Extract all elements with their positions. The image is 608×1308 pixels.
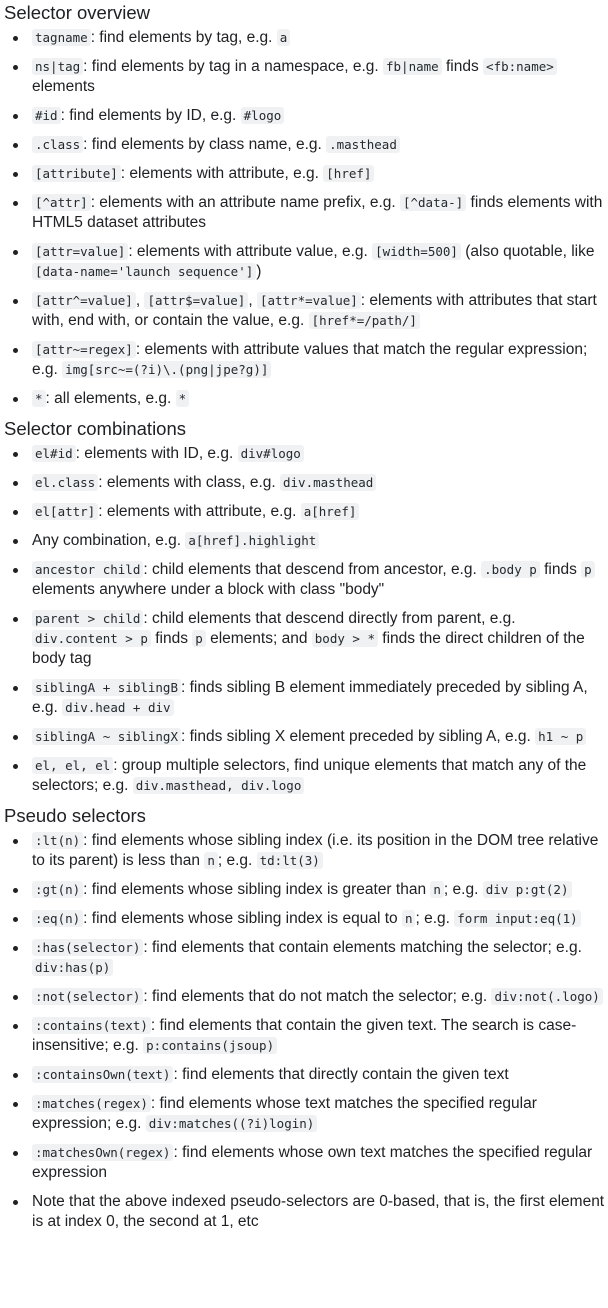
description-text: ; e.g. [415, 910, 455, 927]
code-snippet: el, el, el [32, 757, 113, 774]
list-item [32, 678, 606, 718]
code-snippet: :matchesOwn(regex) [32, 1144, 173, 1161]
code-snippet: div.head + div [62, 699, 173, 716]
code-snippet: [attr^=value] [32, 292, 136, 309]
code-snippet: [attr*=value] [257, 292, 361, 309]
description-text: ) [256, 263, 262, 280]
code-snippet: [data-name='launch sequence'] [32, 263, 256, 280]
list-item [32, 164, 606, 184]
description-text: : find elements whose sibling index is equal to [83, 910, 402, 927]
list-item [32, 756, 606, 796]
list-item [32, 502, 606, 522]
code-snippet: ancestor child [32, 561, 143, 578]
list-item [32, 1016, 606, 1056]
list-item [32, 1143, 606, 1183]
description-text: : find elements whose text matches the specified regular expression; e.g. [32, 1095, 537, 1132]
section-title-selector-combinations: Selector combinations [4, 418, 187, 439]
code-snippet: <fb:name> [483, 58, 557, 75]
code-snippet: [^data-] [400, 194, 466, 211]
code-snippet: a[href] [301, 503, 360, 520]
code-snippet: [attr~=regex] [32, 341, 136, 358]
description-text: : child elements that descend from ancestor, e.g. [143, 561, 482, 578]
description-text: (also quotable, like [460, 243, 595, 260]
description-text: : find elements that contain elements matching the selector; e.g. [143, 939, 582, 956]
list-item [32, 193, 606, 233]
description-text: finds [441, 58, 484, 75]
description-text: : find elements by ID, e.g. [60, 107, 241, 124]
code-snippet: :matches(regex) [32, 1095, 151, 1112]
list-item [32, 531, 606, 551]
code-snippet: p [192, 630, 206, 647]
code-snippet: body > * [312, 630, 378, 647]
code-snippet: div:matches((?i)login) [146, 1115, 318, 1132]
code-snippet: :lt(n) [32, 832, 83, 849]
list-item [32, 609, 606, 669]
description-text: finds elements with HTML5 dataset attributes [32, 194, 603, 231]
list-item [32, 57, 606, 97]
code-snippet: [attr$=value] [144, 292, 248, 309]
code-snippet: :eq(n) [32, 910, 83, 927]
description-text: : find elements by class name, e.g. [83, 136, 327, 153]
description-text: : find elements whose sibling index is greater than [83, 881, 431, 898]
description-text: ; e.g. [217, 852, 257, 869]
code-snippet: :gt(n) [32, 881, 83, 898]
description-text: elements [32, 78, 95, 95]
list-item [32, 1094, 606, 1134]
description-text: : finds sibling B element immediately preceded by sibling A, e.g. [32, 679, 588, 716]
code-snippet: div#logo [238, 445, 304, 462]
code-snippet: h1 ~ p [535, 728, 586, 745]
selector-overview-list [4, 28, 606, 409]
list-item [32, 1065, 606, 1085]
code-snippet: .body p [481, 561, 540, 578]
description-text: finds [539, 561, 582, 578]
list-item [32, 242, 606, 282]
code-snippet: [attr=value] [32, 243, 128, 260]
list-item [32, 444, 606, 464]
code-snippet: ns|tag [32, 58, 83, 75]
description-text: : elements with attribute, e.g. [120, 165, 324, 182]
code-snippet: el#id [32, 445, 76, 462]
section-title-selector-overview: Selector overview [4, 2, 151, 23]
description-text: : find elements that do not match the selector; e.g. [143, 988, 492, 1005]
code-snippet: siblingA + siblingB [32, 679, 181, 696]
code-snippet: form input:eq(1) [454, 910, 580, 927]
code-snippet: * [32, 390, 46, 407]
code-snippet: :contains(text) [32, 1017, 151, 1034]
code-snippet: parent > child [32, 610, 143, 627]
list-item [32, 727, 606, 747]
description-text: , [248, 292, 257, 309]
code-snippet: [attribute] [32, 165, 121, 182]
code-snippet: div.content > p [32, 630, 151, 647]
list-item [32, 291, 606, 331]
code-snippet: n [402, 910, 416, 927]
code-snippet: :has(selector) [32, 939, 143, 956]
description-text: : all elements, e.g. [45, 390, 176, 407]
description-text: Any combination, e.g. [32, 532, 186, 549]
code-snippet: p [581, 561, 595, 578]
list-item [32, 340, 606, 380]
code-snippet: img[src~=(?i)\.(png|jpe?g)] [62, 361, 271, 378]
code-snippet: tagname [32, 29, 91, 46]
code-snippet: div p:gt(2) [483, 881, 572, 898]
list-item [32, 473, 606, 493]
code-snippet: [width=500] [372, 243, 461, 260]
code-snippet: .masthead [326, 136, 400, 153]
code-snippet: td:lt(3) [257, 852, 323, 869]
code-snippet: [href*=/path/] [309, 312, 420, 329]
description-text: ; e.g. [443, 881, 483, 898]
description-text: : elements with attribute, e.g. [98, 503, 301, 520]
description-text: : elements with attribute value, e.g. [128, 243, 373, 260]
description-text: : find elements by tag, e.g. [90, 29, 277, 46]
list-item [32, 560, 606, 600]
code-snippet: :not(selector) [32, 988, 143, 1005]
code-snippet: n [204, 852, 218, 869]
code-snippet: p:contains(jsoup) [143, 1037, 277, 1054]
description-text: : find elements whose sibling index (i.e. its position in the DOM tree relative to its parent) is less than [32, 832, 599, 869]
list-item [32, 909, 606, 929]
description-text: : find elements by tag in a namespace, e.g. [83, 58, 383, 75]
code-snippet: div:has(p) [32, 959, 113, 976]
code-snippet: a [277, 29, 291, 46]
description-text: : elements with an attribute name prefix, e.g. [90, 194, 400, 211]
code-snippet: #logo [241, 107, 285, 124]
description-text: elements; and [205, 630, 312, 647]
list-item [32, 28, 606, 48]
description-text: finds the direct children of the body tag [32, 630, 585, 667]
description-text: : elements with attributes that start with, end with, or contain the value, e.g. [32, 292, 597, 329]
list-item [32, 1192, 606, 1232]
section-title-pseudo-selectors: Pseudo selectors [4, 805, 146, 826]
description-text: Note that the above indexed pseudo-selectors are 0-based, that is, the first element is at index 0, the second at 1, etc [32, 1193, 605, 1230]
description-text: : find elements whose own text matches the specified regular expression [32, 1144, 593, 1181]
description-text: : elements with attribute values that match the regular expression; e.g. [32, 341, 588, 378]
code-snippet: :containsOwn(text) [32, 1066, 173, 1083]
code-snippet: a[href].highlight [185, 532, 319, 549]
code-snippet: [^attr] [32, 194, 91, 211]
code-snippet: div.masthead, div.logo [133, 777, 305, 794]
description-text: : elements with ID, e.g. [75, 445, 238, 462]
code-snippet: siblingA ~ siblingX [32, 728, 181, 745]
list-item [32, 987, 606, 1007]
code-snippet: #id [32, 107, 61, 124]
list-item [32, 389, 606, 409]
code-snippet: n [430, 881, 444, 898]
code-snippet: fb|name [383, 58, 442, 75]
description-text: , [135, 292, 145, 309]
pseudo-selectors-list [4, 831, 606, 1232]
code-snippet: [href] [323, 165, 374, 182]
list-item [32, 106, 606, 126]
description-text: : child elements that descend directly from parent, e.g. [143, 610, 516, 627]
code-snippet: div:not(.logo) [491, 988, 602, 1005]
code-snippet: * [176, 390, 190, 407]
code-snippet: div.masthead [280, 474, 376, 491]
code-snippet: el.class [32, 474, 98, 491]
description-text: : find elements that contain the given text. The search is case-insensitive; e.g. [32, 1017, 577, 1054]
list-item [32, 938, 606, 978]
description-text: : find elements that directly contain the given text [173, 1066, 509, 1083]
list-item [32, 880, 606, 900]
description-text: elements anywhere under a block with class "body" [32, 581, 385, 598]
code-snippet: .class [32, 136, 83, 153]
code-snippet: el[attr] [32, 503, 98, 520]
description-text: : group multiple selectors, find unique elements that match any of the selectors; e.g. [32, 757, 587, 794]
list-item [32, 831, 606, 871]
description-text: : elements with class, e.g. [98, 474, 280, 491]
selector-combinations-list [4, 444, 606, 796]
description-text: : finds sibling X element preceded by sibling A, e.g. [181, 728, 536, 745]
list-item [32, 135, 606, 155]
description-text: finds [150, 630, 193, 647]
